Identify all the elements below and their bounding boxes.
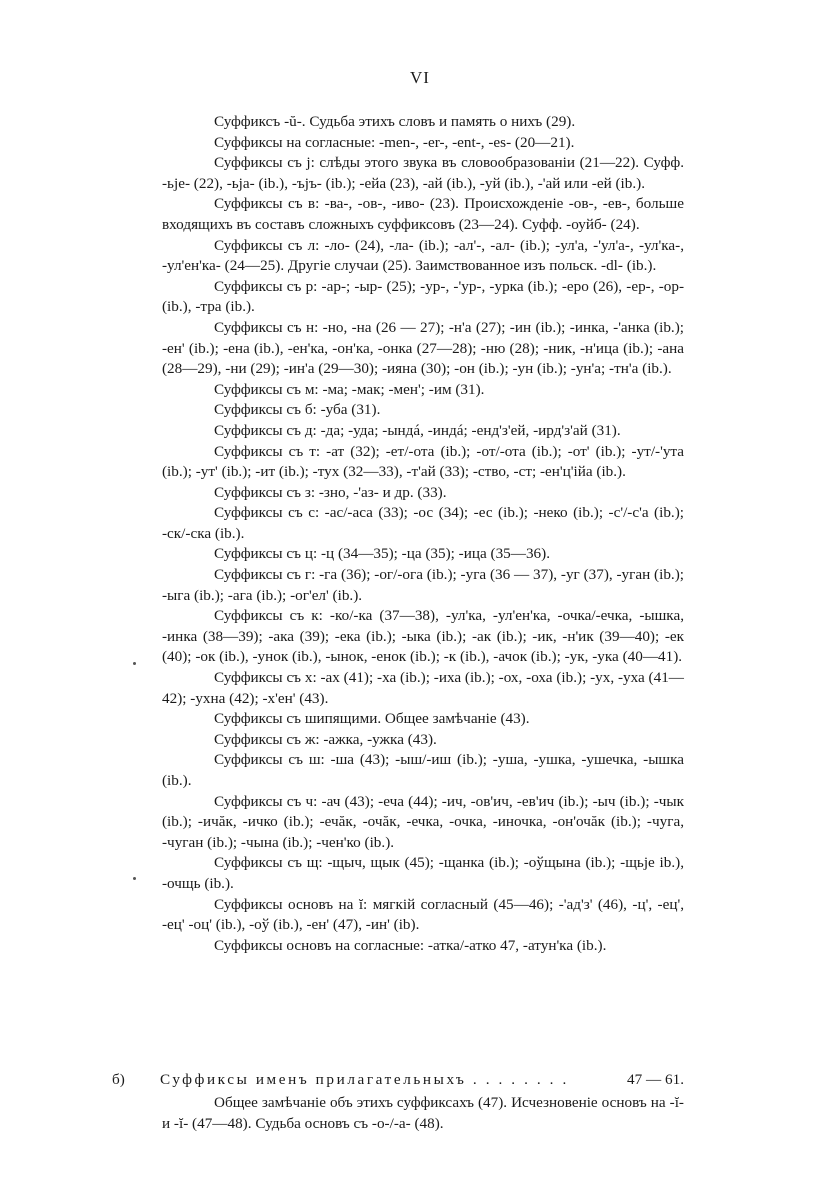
section-heading bbox=[112, 1070, 684, 1091]
section-paragraph bbox=[162, 1093, 684, 1134]
paragraph-soft-stem-suffixes: Суффиксы основъ на ĭ: мягкій согласный (45—46); -'ад'з' (46), -ц', -ец', -ец' -оц' (ib.), -оў (ib.), -ен' (47), -ин' (ib). bbox=[162, 895, 684, 934]
paragraph-suffixes-sh: Суффиксы съ ш: -ша (43); -ыш/-иш (ib.); -уша, -ушка, -ушечка, -ышка (ib.). bbox=[162, 751, 684, 789]
paragraph-consonant-stem-suffixes: Суффиксы основъ на согласные: -атка/-атко 47, -атун'ка (ib.). bbox=[214, 936, 607, 954]
paragraph-suffixes-g: Суффиксы съ г: -га (36); -ог/-ога (ib.); -уга (36 — 37), -уг (37), -уган (ib.); -ыга (ib.); -ага (ib.); -ог'ел' (ib.). bbox=[162, 566, 684, 604]
paragraph-suffixes-n: Суффиксы съ н: -но, -на (26 — 27); -н'а (27); -ин (ib.); -инка, -'анка (ib.); -ен' (ib.); -ена (ib.), -ен'ка, -он'ка, -онка (27—28); -ню (28); -ник, -н'ица (ib.); -ана (28—29), -ни (29); -ин'а (29—30); -ияна (30); -он (ib.); -ун (ib.); -ун'а; -тн'а (ib.). bbox=[162, 318, 684, 378]
section-page-range: 47 — 61. bbox=[627, 1071, 684, 1088]
margin-dot bbox=[133, 662, 136, 665]
paragraph-suffixes-m: Суффиксы съ м: -ма; -мак; -мен'; -им (31). bbox=[214, 380, 485, 398]
paragraph-suffixes-s: Суффиксы съ с: -ас/-аса (33); -ос (34); -ес (ib.); -неко (ib.); -с'/-с'а (ib.); -ск/-ска (ib.). bbox=[162, 504, 684, 542]
paragraph-suffix-u: Суффиксъ -ŭ-. Судьба этихъ словъ и память о нихъ (29). bbox=[214, 113, 576, 130]
paragraph-adjective-suffixes: Общее замѣчаніе объ этихъ суффиксахъ (47). Исчезновеніе основъ на -ĭ- и -ĭ- (47—48). Судьба основъ съ -о-/-а- (48). bbox=[162, 1094, 684, 1132]
paragraph-suffixes-b: Суффиксы съ б: -уба (31). bbox=[214, 401, 381, 419]
paragraph-sibilant-suffixes: Суффиксы съ шипящими. Общее замѣчаніе (43). bbox=[214, 710, 530, 728]
paragraph-suffixes-shch: Суффиксы съ щ: -щыч, щык (45); -щанка (ib.); -оўщына (ib.); -щьје ib.), -очщь (ib.). bbox=[162, 854, 684, 892]
paragraph-suffixes-k: Суффиксы съ к: -ко/-ка (37—38), -ул'ка, -ул'ен'ка, -очка/-ечка, -ышка, -инка (38—39); -ака (39); -ека (ib.); -ыка (ib.); -ак (ib.); -ик, -н'ик (39—40); -ек (40); -ок (ib.), -унок (ib.), -ынок, -енок (ib.); -к (ib.), -ачок (ib.); -ук, -ука (40—41). bbox=[162, 607, 684, 666]
section-letter: б) bbox=[112, 1071, 125, 1088]
paragraph-suffixes-v: Суффиксы съ в: -ва-, -ов-, -иво- (23). Происхожденіе -ов-, -ев-, больше входящихъ въ составъ сложныхъ суффиксовъ (23—24). Суфф. -оуйб- (24). bbox=[162, 195, 684, 233]
paragraph-suffixes-t: Суффиксы съ т: -ат (32); -ет/-ота (ib.); -от/-ота (ib.); -от' (ib.); -ут/-'ута (ib.); -ут' (ib.); -ит (ib.); -тух (32—33), -т'ай (33); -ство, -ст; -ен'ц'ійа (ib.). bbox=[162, 442, 684, 481]
paragraph-consonant-suffixes: Суффиксы на согласные: -men-, -er-, -ent-, -es- (20—21). bbox=[214, 133, 575, 151]
paragraph-suffixes-ch: Суффиксы съ ч: -ач (43); -еча (44); -ич, -ов'ич, -ев'ич (ib.); -ыч (ib.); -чык (ib.); -ичăк, -ичко (ib.); -ечăк, -очăк, -ечка, -очка, -иночка, -он'очăк (ib.); -чуга, -чуган (ib.); -чына (ib.); -чен'ко (ib.). bbox=[162, 792, 684, 851]
paragraph-suffixes-d: Суффиксы съ д: -да; -уда; -ындá, -индá; -енд'з'ей, -ирд'з'ай (31). bbox=[214, 421, 621, 439]
paragraph-suffixes-z: Суффиксы съ з: -зно, -'аз- и др. (33). bbox=[214, 483, 447, 501]
suffix-list bbox=[162, 112, 684, 956]
paragraph-suffixes-kh: Суффиксы съ х: -ах (41); -ха (ib.); -иха (ib.); -ох, -оха (ib.); -ух, -уха (41—42); -ухна (42); -х'ен' (43). bbox=[162, 669, 684, 707]
paragraph-suffixes-ts: Суффиксы съ ц: -ц (34—35); -ца (35); -ица (35—36). bbox=[214, 545, 551, 563]
paragraph-suffixes-zh: Суффиксы съ ж: -ажка, -ужка (43). bbox=[214, 730, 437, 748]
paragraph-suffixes-l: Суффиксы съ л: -ло- (24), -ла- (ib.); -ал'-, -ал- (ib.); -ул'а, -'ул'а-, -ул'ка-, -ул'ен'ка- (24—25). Другіе случаи (25). Заимствованное изъ польск. -dl- (ib.). bbox=[162, 236, 684, 275]
paragraph-suffixes-r: Суффиксы съ р: -ар-; -ыр- (25); -ур-, -'ур-, -урка (ib.); -еро (26), -ер-, -ор- (ib.), -тра (ib.). bbox=[162, 277, 684, 316]
section-title: Суффиксы именъ прилагательныхъ . . . . . . . . bbox=[160, 1071, 569, 1088]
paragraph-suffixes-j: Суффиксы съ j: слѣды этого звука въ словообразованіи (21—22). Суфф. -ьје- (22), -ьја- (ib.), -ъјъ- (ib.); -ейа (23), -ай (ib.), -уй (ib.), -'ай или -ей (ib.). bbox=[162, 154, 684, 192]
page-number: VI bbox=[410, 68, 430, 87]
margin-dot bbox=[133, 877, 136, 880]
